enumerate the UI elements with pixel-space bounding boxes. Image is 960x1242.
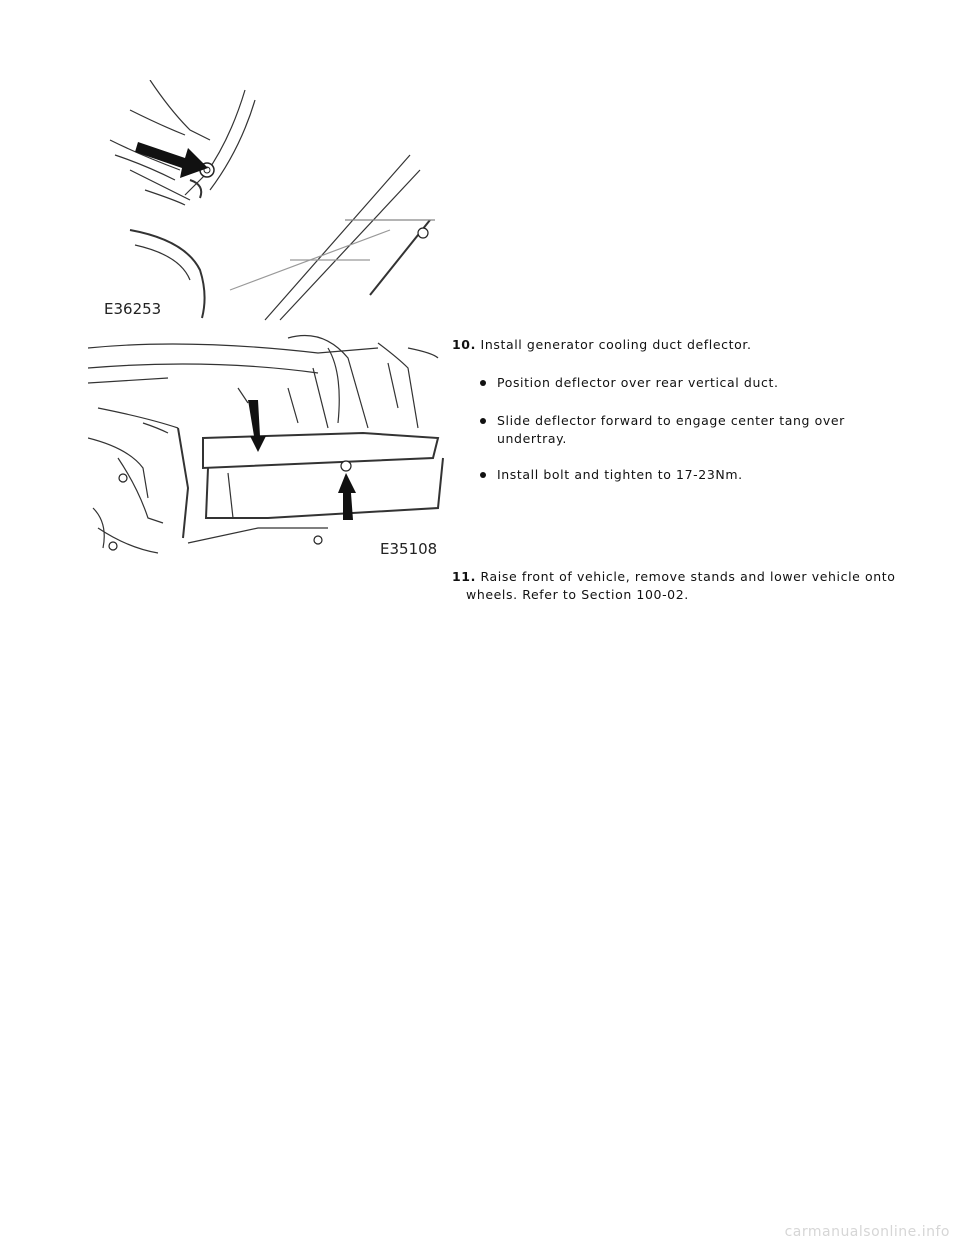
step-text: Install generator cooling duct deflector. — [480, 337, 752, 352]
list-item — [480, 412, 910, 448]
figure-e35108 — [88, 328, 448, 563]
list-item — [480, 374, 910, 392]
watermark-text: carmanualsonline.info — [784, 1224, 950, 1240]
bullet-icon — [480, 380, 486, 386]
step-number: 11. — [452, 569, 476, 584]
bullet-icon — [480, 418, 486, 424]
bullet-text: Position deflector over rear vertical duct. — [497, 375, 779, 390]
bullet-text: Slide deflector forward to engage center tang over — [497, 413, 845, 428]
bullet-icon — [480, 472, 486, 478]
step-10-bullet-2 — [480, 412, 910, 448]
bullet-text: Install bolt and tighten to 17-23Nm. — [497, 467, 743, 482]
bullet-text-cont: undertray. — [497, 431, 567, 446]
step-number: 10. — [452, 337, 476, 352]
figure-e36253-drawing — [90, 80, 450, 325]
figure-e35108-drawing — [88, 328, 448, 563]
figure-e36253 — [90, 80, 450, 325]
step-10-bullet-3 — [480, 466, 910, 484]
step-text-cont: wheels. Refer to Section 100-02. — [466, 587, 689, 602]
step-11 — [452, 568, 912, 604]
figure-label: E35108 — [380, 540, 438, 558]
footer-watermark — [0, 1222, 960, 1242]
step-text: Raise front of vehicle, remove stands and lower vehicle onto — [480, 569, 896, 584]
arrow-icon — [135, 142, 208, 178]
step-10 — [452, 336, 912, 354]
list-item — [480, 466, 910, 484]
figure-label: E36253 — [104, 300, 162, 318]
step-10-bullet-1 — [480, 374, 910, 392]
